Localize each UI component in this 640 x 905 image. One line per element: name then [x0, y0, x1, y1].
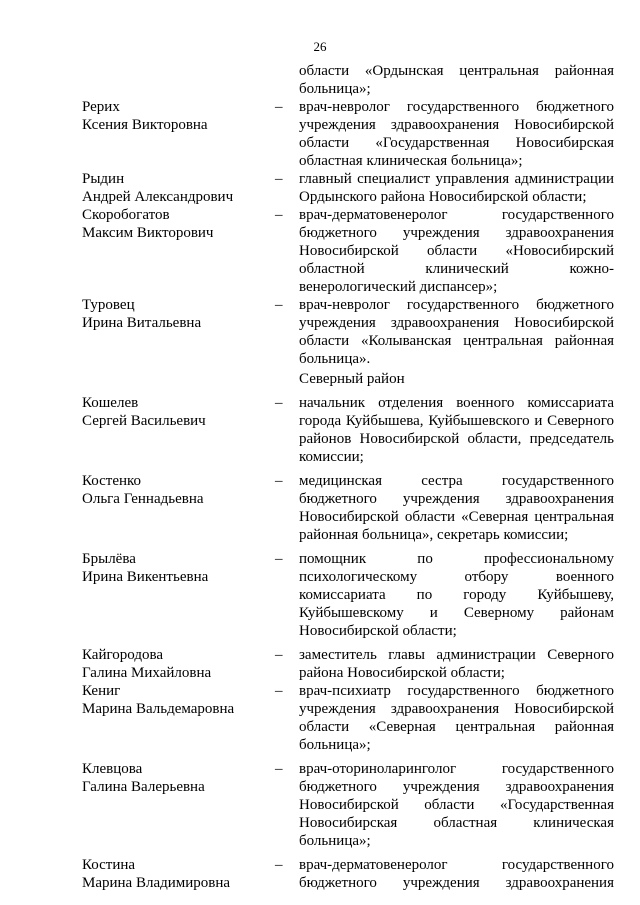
member-given-names: Ольга Геннадьевна — [82, 491, 204, 507]
member-position: врач-дерматовенеролог государственного бюджетного учреждения здравоохранения — [299, 857, 614, 891]
member-position: начальник отделения военного комиссариата города Куйбышева, Куйбышевского и Северного районов Новосибирской области, председатель комиссии; — [299, 395, 614, 465]
dash-separator: – — [275, 395, 283, 411]
member-name — [82, 98, 275, 170]
dash-separator: – — [275, 171, 283, 187]
continuation-text: области «Ордынская центральная районная больница»; — [299, 63, 614, 97]
member-position: врач-невролог государственного бюджетного учреждения здравоохранения Новосибирской области «Государственная Новосибирская областная клиническая больница»; — [299, 99, 614, 169]
member-name — [82, 170, 275, 206]
dash-separator: – — [275, 683, 283, 699]
member-surname: Кениг — [82, 683, 121, 699]
member-given-names: Ирина Викентьевна — [82, 569, 209, 585]
member-name — [82, 296, 275, 368]
member-given-names: Галина Михайловна — [82, 665, 212, 681]
member-given-names: Марина Вальдемаровна — [82, 701, 235, 717]
member-surname: Рерих — [82, 99, 120, 115]
member-given-names: Ксения Викторовна — [82, 117, 208, 133]
member-list — [82, 62, 614, 892]
dash-separator: – — [275, 297, 283, 313]
member-name — [82, 206, 275, 296]
dash-separator: – — [275, 857, 283, 873]
member-position: заместитель главы администрации Северного района Новосибирской области; — [299, 647, 614, 681]
member-position: главный специалист управления администрации Ордынского района Новосибирской области; — [299, 171, 614, 205]
member-entry — [82, 646, 614, 682]
dash-separator: – — [275, 99, 283, 115]
member-surname: Брылёва — [82, 551, 136, 567]
member-entry — [82, 472, 614, 544]
member-entry — [82, 170, 614, 206]
member-given-names: Марина Владимировна — [82, 875, 231, 891]
member-surname: Кайгородова — [82, 647, 164, 663]
section-heading: Северный район — [299, 371, 405, 387]
member-position: врач-невролог государственного бюджетного учреждения здравоохранения Новосибирской области «Колыванская центральная районная больница». — [299, 297, 614, 367]
dash-separator: – — [275, 473, 283, 489]
member-surname: Костина — [82, 857, 136, 873]
continuation-entry — [82, 62, 614, 98]
member-surname: Туровец — [82, 297, 135, 313]
member-entry — [82, 856, 614, 892]
member-name — [82, 646, 275, 682]
member-name — [82, 472, 275, 544]
member-surname: Клевцова — [82, 761, 143, 777]
member-name — [82, 682, 275, 754]
member-given-names: Сергей Васильевич — [82, 413, 206, 429]
member-name — [82, 394, 275, 466]
member-position: врач-дерматовенеролог государственного бюджетного учреждения здравоохранения Новосибирской области «Новосибирский областной клинический кожно-венерологический диспансер»; — [299, 207, 614, 295]
member-given-names: Ирина Витальевна — [82, 315, 202, 331]
member-surname: Рыдин — [82, 171, 125, 187]
member-entry — [82, 296, 614, 368]
member-name — [82, 550, 275, 640]
member-position: врач-оториноларинголог государственного бюджетного учреждения здравоохранения Новосибирской области «Государственная Новосибирская областная клиническая больница»; — [299, 761, 614, 849]
member-given-names: Максим Викторович — [82, 225, 214, 241]
member-surname: Скоробогатов — [82, 207, 170, 223]
member-entry — [82, 682, 614, 754]
dash-separator: – — [275, 551, 283, 567]
member-position: медицинская сестра государственного бюджетного учреждения здравоохранения Новосибирской области «Северная центральная районная больница», секретарь комиссии; — [299, 473, 614, 543]
member-surname: Костенко — [82, 473, 142, 489]
member-entry — [82, 98, 614, 170]
member-entry — [82, 550, 614, 640]
member-name — [82, 760, 275, 850]
page-number: 26 — [313, 39, 327, 54]
dash-separator: – — [275, 761, 283, 777]
member-entry — [82, 394, 614, 466]
member-given-names: Андрей Александрович — [82, 189, 234, 205]
member-entry — [82, 206, 614, 296]
member-given-names: Галина Валерьевна — [82, 779, 205, 795]
member-name — [82, 856, 275, 892]
member-entry — [82, 760, 614, 850]
dash-separator: – — [275, 207, 283, 223]
dash-separator: – — [275, 647, 283, 663]
member-position: врач-психиатр государственного бюджетного учреждения здравоохранения Новосибирской области «Северная центральная районная больница»; — [299, 683, 614, 753]
member-position: помощник по профессиональному психологическому отбору военного комиссариата по городу Куйбышеву, Куйбышевскому и Северному районам Новосибирской области; — [299, 551, 614, 639]
member-surname: Кошелев — [82, 395, 139, 411]
